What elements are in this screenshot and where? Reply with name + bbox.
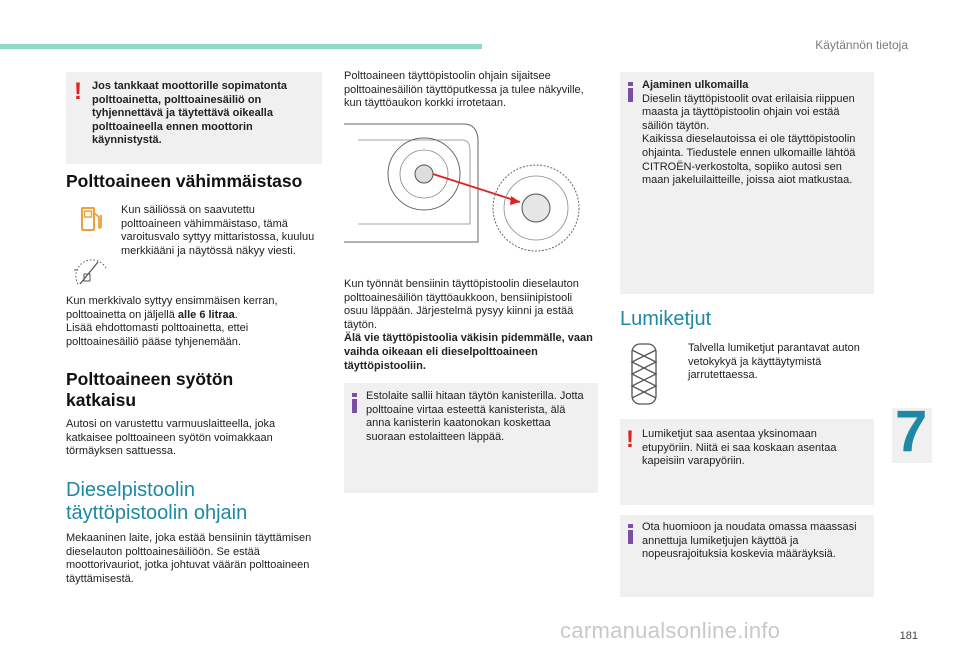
info-icon bbox=[352, 393, 357, 413]
text-part: Kun työnnät bensiinin täyttöpistoolin dieselauton polttoainesäiliön täyttöaukkoon, bensiinipistooli osuu läppään. Järjestelmä pysyy kiinni ja estää täytön. bbox=[344, 278, 579, 331]
guide-function-text bbox=[344, 278, 598, 373]
fuel-gauge-icon bbox=[72, 254, 112, 295]
heading-diesel-guide-2: täyttöpistoolin ohjain bbox=[66, 502, 248, 524]
guide-location-text: Polttoaineen täyttöpistoolin ohjain sijaitsee polttoainesäiliön täyttöputkessa ja tulee näkyville, kun täyttöaukon korkki irrotetaan. bbox=[344, 70, 584, 110]
canister-info-text: Estolaite sallii hitaan täytön kanisterilla. Jotta polttoaine virtaa esteettä kanisterista, älä anna kanisterin kaatonokan koskettaa suoraan estolaitteen läppää. bbox=[366, 390, 584, 443]
heading-snow-chains: Lumiketjut bbox=[620, 308, 712, 330]
abroad-info-text bbox=[642, 79, 868, 188]
fuel-flap-illustration bbox=[344, 120, 594, 267]
watermark: carmanualsonline.info bbox=[560, 618, 781, 643]
heading-min-fuel: Polttoaineen vähimmäistaso bbox=[66, 171, 303, 191]
chapter-number: 7 bbox=[895, 399, 928, 464]
first-warning-text bbox=[66, 295, 316, 349]
min-fuel-text: Kun säiliössä on saavutettu polttoaineen vähimmäistaso, tämä varoitusvalo syttyy mittaristossa, kuuluu merkkiääni ja näytössä näkyy viesti. bbox=[121, 204, 315, 257]
chains-warning-text: Lumiketjut saa asentaa yksinomaan etupyöriin. Niitä ei saa koskaan asentaa kapeisiin varapyöriin. bbox=[642, 428, 837, 468]
warning-icon: ! bbox=[74, 78, 82, 105]
top-accent-bar bbox=[0, 44, 482, 49]
bold-warning: Älä vie täyttöpistoolia väkisin pidemmälle, vaan vaihda oikeaan eli dieselpolttoaineen täyttöpistooliin. bbox=[344, 332, 593, 372]
fuel-amount: alle 6 litraa bbox=[177, 308, 235, 321]
abroad-title: Ajaminen ulkomailla bbox=[642, 79, 749, 91]
fuel-pump-icon bbox=[80, 205, 104, 238]
snow-chain-icon bbox=[624, 340, 664, 413]
warning-text: Jos tankkaat moottorille sopimatonta polttoainetta, polttoainesäiliö on tyhjennettävä ja täytettävä oikealla polttoaineella ennen moottorin käynnistystä. bbox=[92, 80, 287, 147]
section-title: Käytännön tietoja bbox=[815, 38, 908, 52]
text-part: Lisää ehdottomasti polttoainetta, ettei polttoainesäiliö pääse tyhjenemään. bbox=[66, 322, 249, 348]
info-icon bbox=[628, 82, 633, 102]
warning-icon: ! bbox=[626, 426, 634, 453]
heading-diesel-guide-1: Dieselpistoolin bbox=[66, 479, 195, 501]
text-part: . bbox=[234, 308, 238, 321]
snow-chains-text: Talvella lumiketjut parantavat auton vetokykyä ja käyttäytymistä jarrutettaessa. bbox=[688, 342, 860, 382]
heading-fuel-cutoff: Polttoaineen syötön katkaisu bbox=[66, 369, 234, 410]
abroad-body: Dieselin täyttöpistoolit ovat erilaisia riippuen maasta ja täyttöpistoolin ohjain voi estää säiliön täytön. Kaikissa dieselautoissa ei ole täyttöpistoolin ohjainta. Tiedustele ennen ulkomaille lähtöä CITROËN-verkostolta, sopiiko autosi sen maan jakeluilaitteille, joissa aiot matkustaa. bbox=[642, 92, 856, 187]
text-part: Kun merkkivalo syttyy ensimmäisen kerran, polttoainetta on jäljellä bbox=[66, 295, 278, 321]
diesel-guide-text: Mekaaninen laite, joka estää bensiinin täyttämisen dieselauton polttoainesäiliöön. Se estää moottorivauriot, jotka johtuvat väärän polttoaineen täyttämisestä. bbox=[66, 532, 312, 585]
regulations-info-text: Ota huomioon ja noudata omassa maassasi annettuja lumiketjujen käyttöä ja nopeusrajoituksia koskevia määräyksiä. bbox=[642, 521, 857, 561]
info-icon bbox=[628, 524, 633, 544]
fuel-cutoff-text: Autosi on varustettu varmuuslaitteella, joka katkaisee polttoaineen syötön voimakkaan törmäyksen sattuessa. bbox=[66, 418, 276, 458]
page-number: 181 bbox=[899, 630, 918, 642]
